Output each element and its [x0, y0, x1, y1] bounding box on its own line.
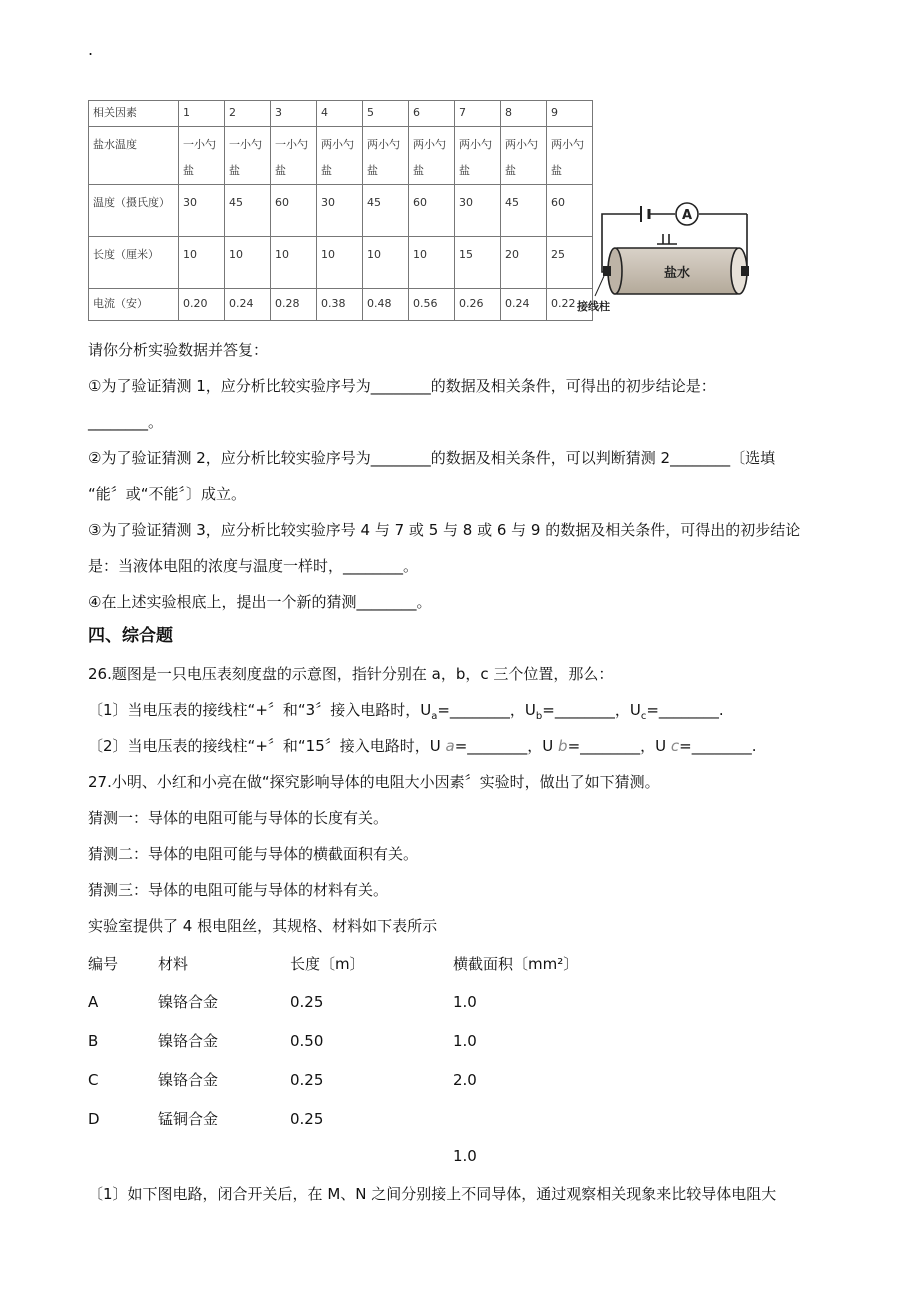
table-row-label: 温度（摄氏度） — [89, 185, 179, 237]
table-cell: 0.20 — [179, 289, 225, 321]
wire-id: B — [88, 1032, 99, 1050]
table-cell: 10 — [317, 237, 363, 289]
table-cell: 10 — [271, 237, 317, 289]
table-number: 7 — [455, 101, 501, 127]
question-2-line-1: ②为了验证猜测 2，应分析比较实验序号为________的数据及相关条件，可以判断猜测 2________〔选填 — [88, 449, 776, 467]
table-cell: 30 — [455, 185, 501, 237]
table-number: 6 — [409, 101, 455, 127]
table-cell: 一小勺盐 — [179, 127, 225, 185]
problem-26-part-2 — [88, 736, 756, 756]
wire-id: D — [88, 1110, 100, 1128]
table-row-header — [89, 101, 593, 127]
wire-area-orphan: 1.0 — [453, 1147, 477, 1165]
header-area: 横截面积〔mm²〕 — [453, 955, 579, 973]
wire-material: 锰铜合金 — [158, 1110, 219, 1128]
analyze-prompt: 请你分析实验数据并答复： — [88, 341, 269, 359]
table-cell: 0.38 — [317, 289, 363, 321]
p26-2-sub-c: c — [670, 737, 680, 755]
terminal-label: 接线柱 — [577, 300, 610, 313]
wire-area: 1.0 — [453, 993, 477, 1011]
table-cell: 两小勺盐 — [409, 127, 455, 185]
table-number: 3 — [271, 101, 317, 127]
wire-area: 1.0 — [453, 1032, 477, 1050]
saltwater-tube — [603, 248, 749, 294]
table-cell: 45 — [225, 185, 271, 237]
table-number: 4 — [317, 101, 363, 127]
table-cell: 一小勺盐 — [271, 127, 317, 185]
table-row-label: 电流（安） — [89, 289, 179, 321]
wire-material: 镍铬合金 — [158, 1071, 219, 1089]
table-cell: 0.56 — [409, 289, 455, 321]
table-cell: 两小勺盐 — [501, 127, 547, 185]
guess-2: 猜测二：导体的电阻可能与导体的横截面积有关。 — [88, 845, 419, 863]
table-row — [89, 185, 593, 237]
table-cell: 0.26 — [455, 289, 501, 321]
wire-material: 镍铬合金 — [158, 1032, 219, 1050]
header-id: 编号 — [88, 955, 119, 973]
wire-length: 0.25 — [290, 1110, 324, 1128]
table-cell: 0.24 — [501, 289, 547, 321]
wire-length: 0.25 — [290, 993, 324, 1011]
table-cell: 两小勺盐 — [363, 127, 409, 185]
table-cell: 10 — [179, 237, 225, 289]
p26-2-mid-1: =________，U — [454, 737, 559, 755]
wire-material: 镍铬合金 — [158, 993, 219, 1011]
table-cell: 两小勺盐 — [547, 127, 593, 185]
ammeter-icon — [676, 203, 698, 225]
guess-3: 猜测三：导体的电阻可能与导体的材料有关。 — [88, 881, 389, 899]
lab-note: 实验室提供了 4 根电阻丝，其规格、材料如下表所示 — [88, 917, 438, 935]
question-1-line-2: ________。 — [88, 413, 164, 431]
table-cell: 25 — [547, 237, 593, 289]
p26-2-mid-2: =________，U — [567, 737, 671, 755]
table-cell: 60 — [409, 185, 455, 237]
wire-area: 2.0 — [453, 1071, 477, 1089]
question-1-line-1: ①为了验证猜测 1，应分析比较实验序号为________的数据及相关条件，可得出的初步结论是： — [88, 377, 716, 395]
table-cell: 45 — [363, 185, 409, 237]
p26-1-mid-2: =________，U — [542, 701, 641, 719]
page-marker: . — [88, 40, 94, 59]
p26-2-end: =________. — [679, 737, 757, 755]
table-factor-label: 相关因素 — [89, 101, 179, 127]
table-number: 8 — [501, 101, 547, 127]
wire-length: 0.25 — [290, 1071, 324, 1089]
saltwater-circuit-diagram — [575, 196, 760, 316]
question-2-line-2: “能〞或“不能〞〕成立。 — [88, 485, 247, 503]
table-number: 1 — [179, 101, 225, 127]
p26-1-sub-a: a — [431, 711, 438, 722]
question-3-line-2: 是：当液体电阻的浓度与温度一样时，________。 — [88, 557, 419, 575]
table-cell: 60 — [547, 185, 593, 237]
p26-2-sub-b: b — [558, 737, 568, 755]
electrode-pair-icon — [657, 234, 677, 244]
question-4: ④在上述实验根底上，提出一个新的猜测________。 — [88, 593, 432, 611]
ammeter-label: A — [681, 208, 693, 223]
problem-27-stem: 27.小明、小红和小亮在做“探究影响导体的电阻大小因素〞实验时，做出了如下猜测。 — [88, 773, 660, 791]
table-cell: 0.48 — [363, 289, 409, 321]
header-material: 材料 — [158, 955, 189, 973]
table-cell: 60 — [271, 185, 317, 237]
table-cell: 10 — [409, 237, 455, 289]
header-length: 长度〔m〕 — [290, 955, 365, 973]
battery-icon — [641, 206, 649, 222]
tube-label: 盐水 — [663, 266, 691, 281]
table-number: 9 — [547, 101, 593, 127]
p26-1-end: =________. — [646, 701, 724, 719]
terminal-left-icon — [603, 266, 611, 276]
table-cell: 30 — [317, 185, 363, 237]
table-cell: 0.22 — [547, 289, 593, 321]
table-cell: 两小勺盐 — [455, 127, 501, 185]
table-row — [89, 127, 593, 185]
table-cell: 45 — [501, 185, 547, 237]
table-cell: 10 — [363, 237, 409, 289]
table-cell: 0.28 — [271, 289, 317, 321]
table-cell: 10 — [225, 237, 271, 289]
table-cell: 15 — [455, 237, 501, 289]
table-cell: 两小勺盐 — [317, 127, 363, 185]
section-heading: 四、综合题 — [88, 626, 173, 646]
question-3-line-1: ③为了验证猜测 3，应分析比较实验序号 4 与 7 或 5 与 8 或 6 与 9 的数据及相关条件，可得出的初步结论 — [88, 521, 801, 539]
experiment-data-table — [88, 100, 593, 321]
sub-question-1: 〔1〕如下图电路，闭合开关后，在 M、N 之间分别接上不同导体，通过观察相关现象来比较导体电阻大 — [88, 1185, 777, 1203]
p26-1-mid-1: =________，U — [437, 701, 536, 719]
terminal-pointer-line — [595, 276, 604, 296]
terminal-right-icon — [741, 266, 749, 276]
p26-1-sub-b: b — [535, 711, 543, 722]
table-cell: 一小勺盐 — [225, 127, 271, 185]
table-row — [89, 237, 593, 289]
table-row-label: 盐水温度 — [89, 127, 179, 185]
table-row — [89, 289, 593, 321]
wire-id: C — [88, 1071, 99, 1089]
wire-id: A — [88, 993, 99, 1011]
table-cell: 30 — [179, 185, 225, 237]
wire-length: 0.50 — [290, 1032, 324, 1050]
table-cell: 20 — [501, 237, 547, 289]
table-number: 2 — [225, 101, 271, 127]
p26-2-prefix: 〔2〕当电压表的接线柱“+〞和“15〞接入电路时，U — [88, 737, 446, 755]
p26-1-prefix: 〔1〕当电压表的接线柱“+〞和“3〞接入电路时，U — [88, 701, 432, 719]
guess-1: 猜测一：导体的电阻可能与导体的长度有关。 — [88, 809, 389, 827]
table-row-label: 长度（厘米） — [89, 237, 179, 289]
problem-26-part-1 — [88, 700, 724, 727]
table-cell: 0.24 — [225, 289, 271, 321]
problem-26-stem: 26.题图是一只电压表刻度盘的示意图，指针分别在 a，b，c 三个位置，那么： — [88, 665, 614, 683]
p26-1-sub-c: c — [640, 711, 647, 722]
p26-2-sub-a: a — [445, 737, 455, 755]
table-number: 5 — [363, 101, 409, 127]
